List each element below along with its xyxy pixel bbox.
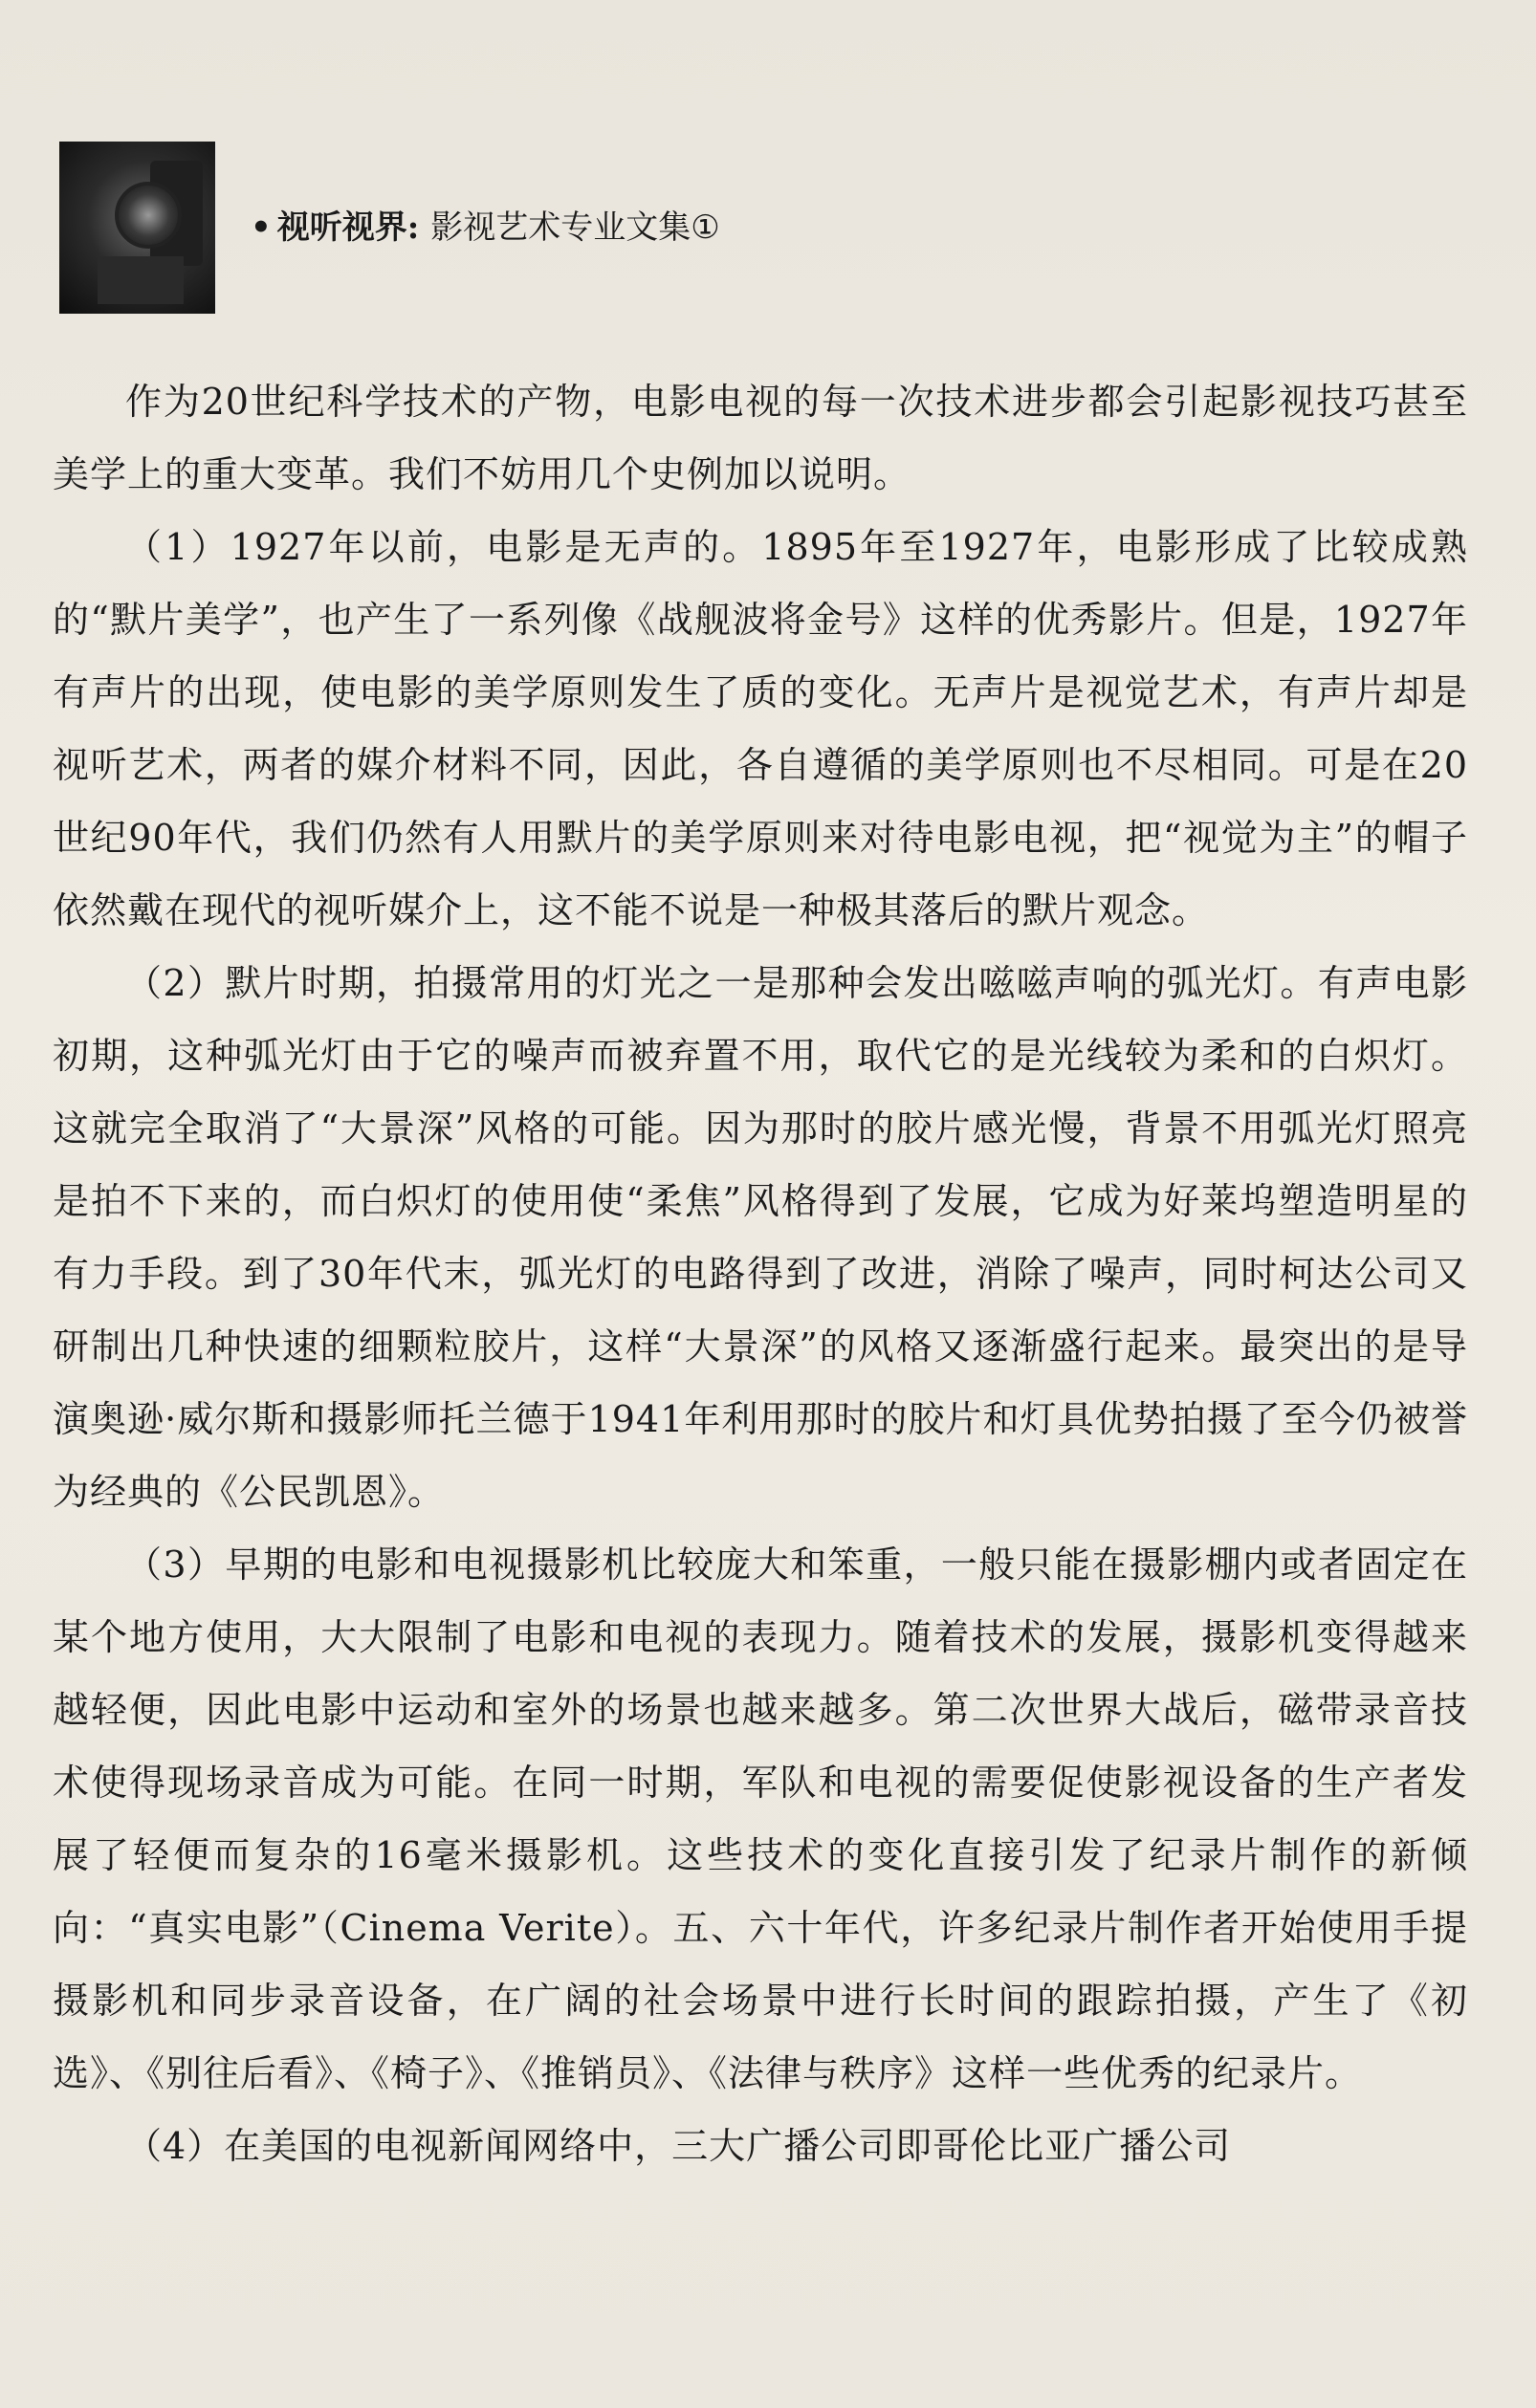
camera-base-shape: [98, 256, 184, 304]
header-text: [251, 207, 720, 249]
paragraph-3: （3）早期的电影和电视摄影机比较庞大和笨重，一般只能在摄影棚内或者固定在某个地方使用，大大限制了电影和电视的表现力。随着技术的发展，摄影机变得越来越轻便，因此电影中运动和室外的场景也越来越多。第二次世界大战后，磁带录音技术使得现场录音成为可能。在同一时期，军队和电视的需要促使影视设备的生产者发展了轻便而复杂的16毫米摄影机。这些技术的变化直接引发了纪录片制作的新倾向：“真实电影”（Cinema Verite）。五、六十年代，许多纪录片制作者开始使用手提摄影机和同步录音设备，在广阔的社会场景中进行长时间的跟踪拍摄，产生了《初选》、《别往后看》、《椅子》、《推销员》、《法律与秩序》这样一些优秀的纪录片。: [53, 1543, 1468, 2094]
paragraph-2: （2）默片时期，拍摄常用的灯光之一是那种会发出嗞嗞声响的弧光灯。有声电影初期，这种弧光灯由于它的噪声而被弃置不用，取代它的是光线较为柔和的白炽灯。这就完全取消了“大景深”风格的可能。因为那时的胶片感光慢，背景不用弧光灯照亮是拍不下来的，而白炽灯的使用使“柔焦”风格得到了发展，它成为好莱坞塑造明星的有力手段。到了30年代末，弧光灯的电路得到了改进，消除了噪声，同时柯达公司又研制出几种快速的细颗粒胶片，这样“大景深”的风格又逐渐盛行起来。最突出的是导演奥逊·威尔斯和摄影师托兰德于1941年利用那时的胶片和灯具优势拍摄了至今仍被誉为经典的《公民凯恩》。: [53, 962, 1468, 1513]
body-text: [53, 365, 1468, 2182]
camera-photo: [59, 142, 215, 314]
series-title: 视听视界: [276, 208, 407, 247]
paragraph-1: （1）1927年以前，电影是无声的。1895年至1927年，电影形成了比较成熟的“默片美学”，也产生了一系列像《战舰波将金号》这样的优秀影片。但是，1927年有声片的出现，使电影的美学原则发生了质的变化。无声片是视觉艺术，有声片却是视听艺术，两者的媒介材料不同，因此，各自遵循的美学原则也不尽相同。可是在20世纪90年代，我们仍然有人用默片的美学原则来对待电影电视，把“视觉为主”的帽子依然戴在现代的视听媒介上，这不能不说是一种极其落后的默片观念。: [53, 526, 1468, 931]
book-subtitle: 影视艺术专业文集①: [430, 208, 720, 247]
paragraph-4: （4）在美国的电视新闻网络中，三大广播公司即哥伦比亚广播公司: [125, 2125, 1232, 2167]
paragraph-intro: 作为20世纪科学技术的产物，电影电视的每一次技术进步都会引起影视技巧甚至美学上的重大变革。我们不妨用几个史例加以说明。: [53, 381, 1468, 495]
header-separator: :: [406, 208, 420, 247]
header-bullet: •: [251, 208, 272, 247]
running-header: [59, 142, 920, 314]
camera-lens-icon: [115, 182, 182, 249]
